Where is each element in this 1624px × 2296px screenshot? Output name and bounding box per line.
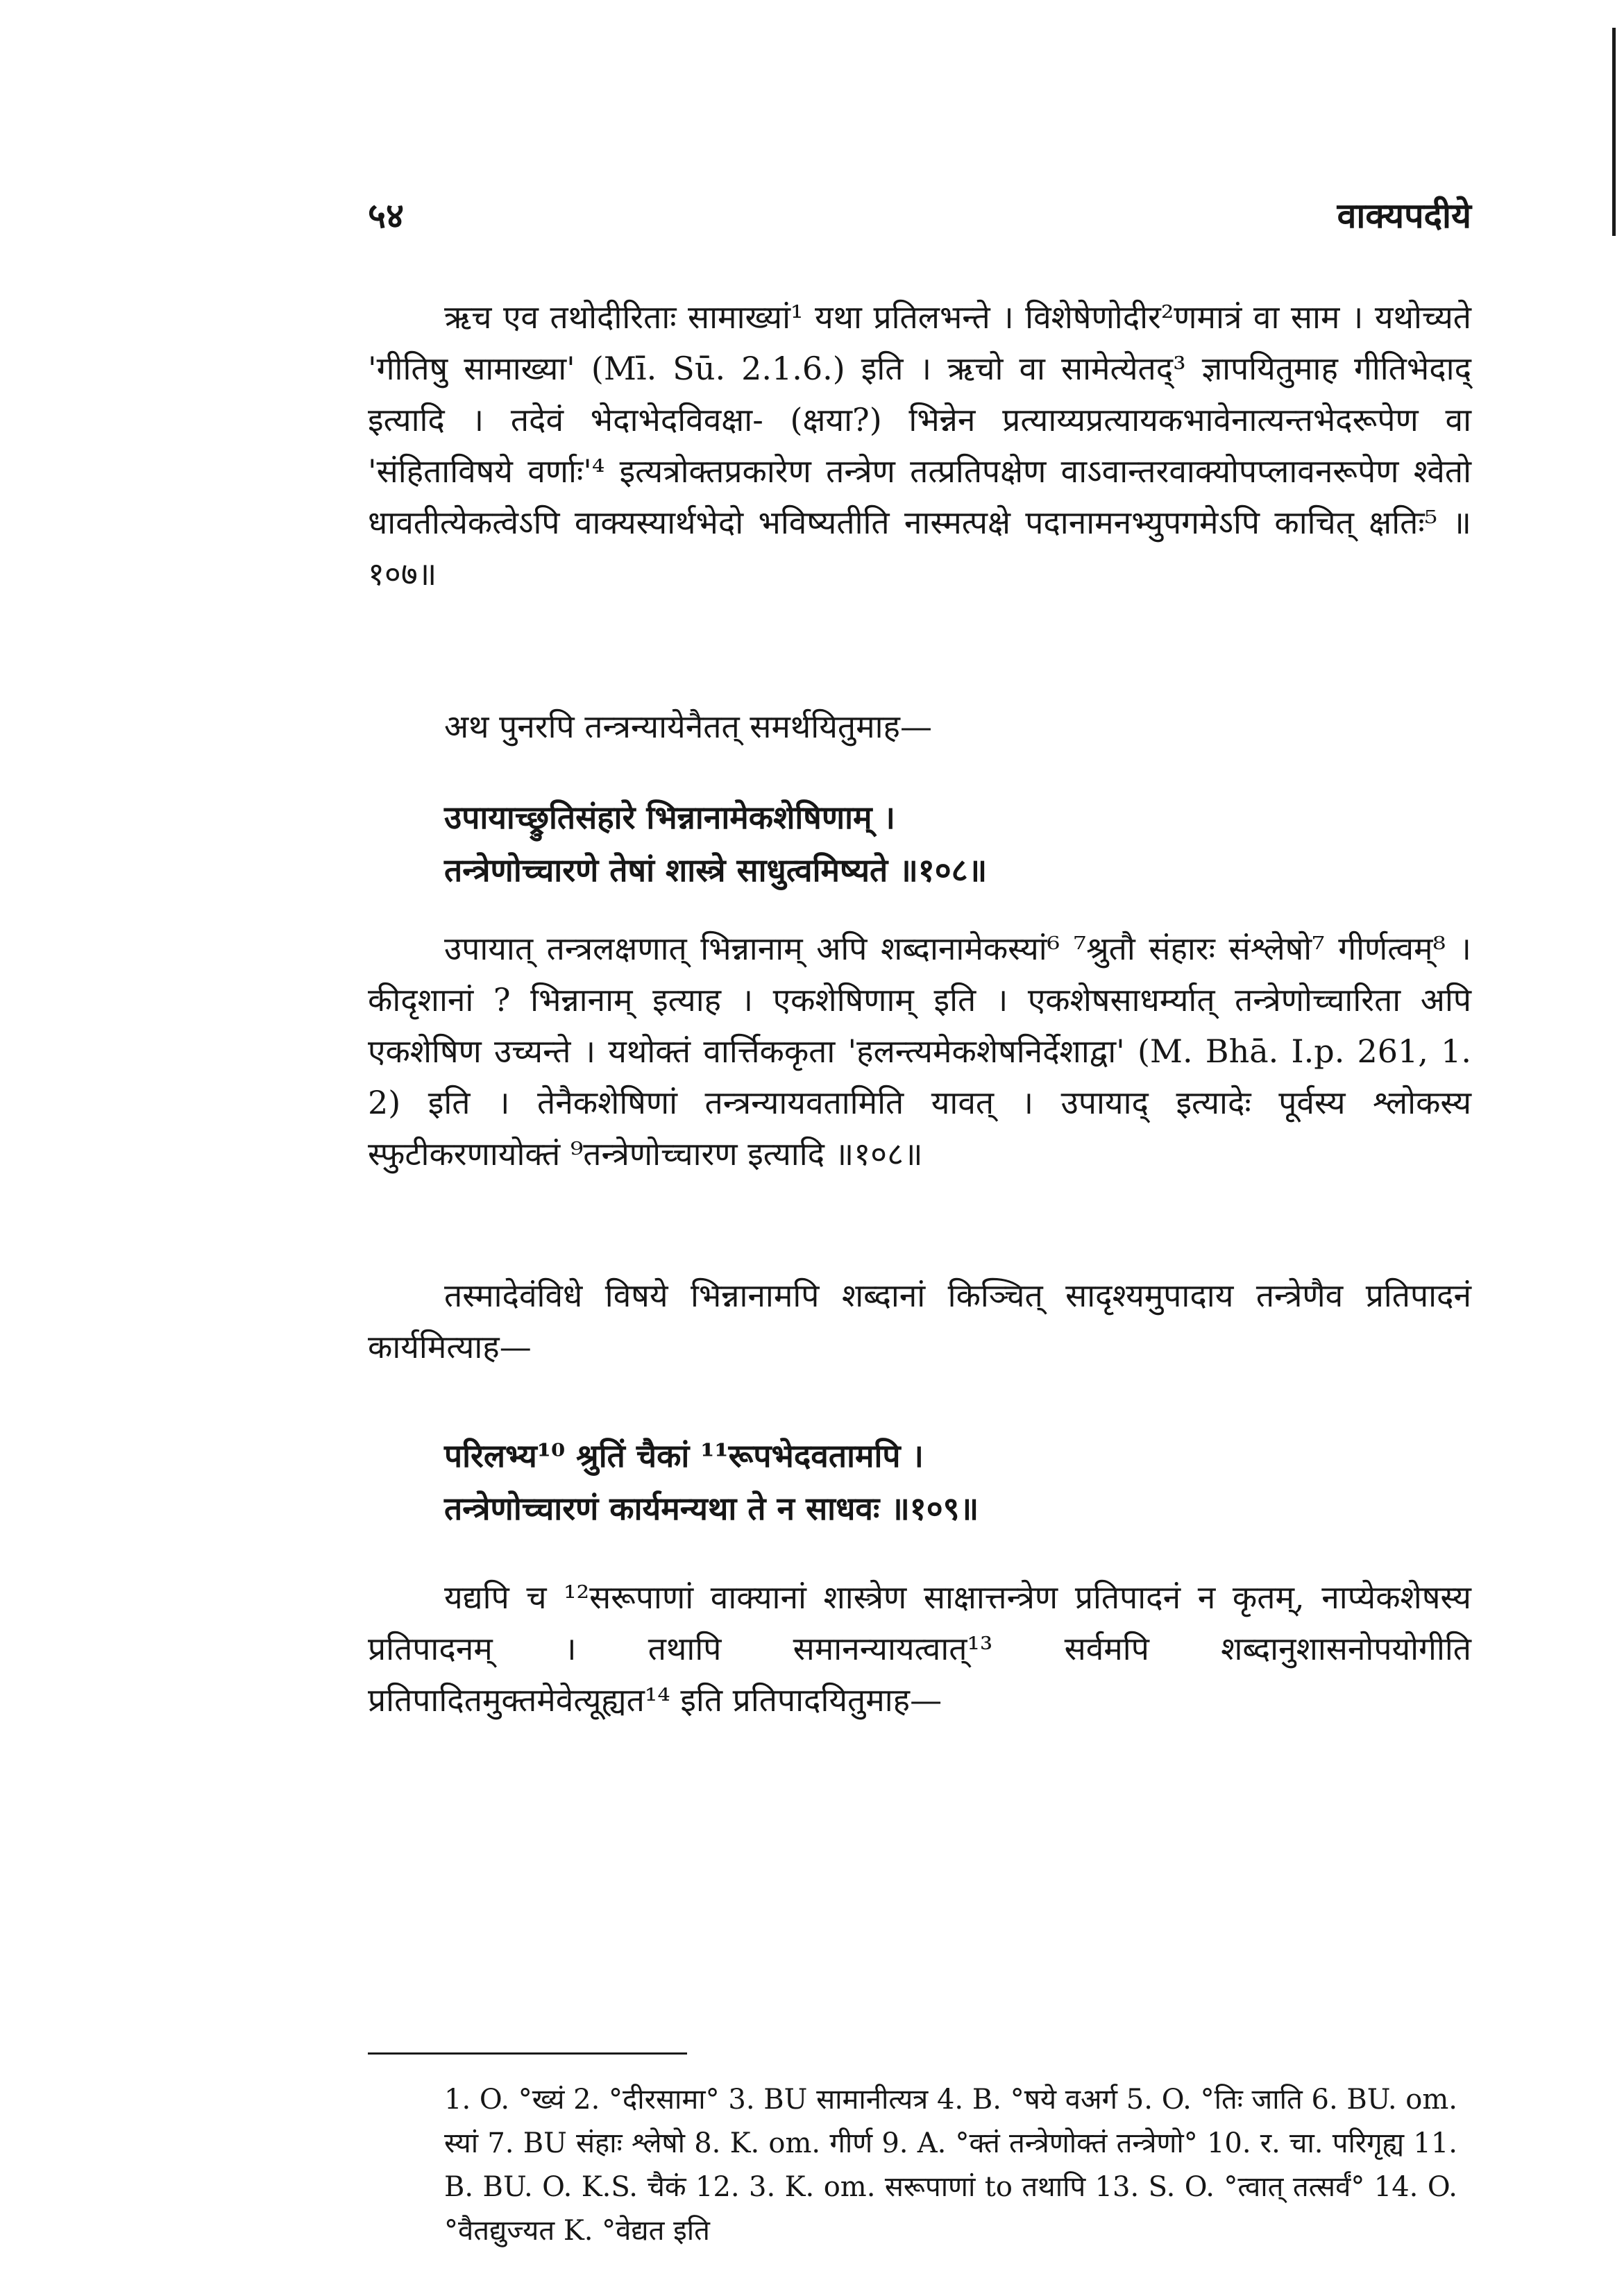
verse-108 <box>444 791 1471 896</box>
verse-line: तन्त्रेणोच्चारणे तेषां शास्त्रे साधुत्वमिष्यते ॥१०८॥ <box>444 851 988 889</box>
commentary-block-108 <box>368 923 1471 1180</box>
verse-109 <box>444 1429 1471 1535</box>
commentary-paragraph-109: यद्यपि च ¹²सरूपाणां वाक्यानां शास्त्रेण साक्षात्तन्त्रेण प्रतिपादनं न कृतम्, नाप्येकशेषस्य प्रतिपादनम् । तथापि समानन्यायत्वात्¹³ सर्वमपि शब्दानुशासनोपयोगीति प्रतिपादितमुक्तमेवेत्यूह्यत¹⁴ इति प्रतिपादयितुमाह— <box>368 1579 1471 1719</box>
footnotes: 1. O. °ख्यं 2. °दीरसामा° 3. BU सामानीत्यत्र 4. B. °षये वअर्ग 5. O. °तिः जाति 6. BU. om. स्यां 7. BU संहाः श्लेषो 8. K. om. गीर्ण 9. A. °क्तं तन्त्रेणोक्तं तन्त्रेणो° 10. र. चा. परिगृह्य 11. B. BU. O. K.S. चैकं 12. 3. K. om. सरूपाणां to तथापि 13. S. O. °त्वात् तत्सर्वं° 14. O. °वैतद्युज्यत K. °वेद्यत इति <box>444 2084 1457 2247</box>
intro-paragraph-108: अथ पुनरपि तन्त्रन्यायेनैतत् समर्थयितुमाह— <box>444 708 932 745</box>
commentary-block-107 <box>368 291 1471 599</box>
footnote-divider <box>368 2052 687 2055</box>
intro-block-108 <box>368 701 1471 752</box>
commentary-paragraph-107: ऋच एव तथोदीरिताः सामाख्यां¹ यथा प्रतिलभन्ते । विशेषेणोदीर²णमात्रं वा साम । यथोच्यते 'गीतिषु सामाख्या' (Mī. Sū. 2.1.6.) इति । ऋचो वा सामेत्येतद्³ ज्ञापयितुमाह गीतिभेदाद् इत्यादि । तदेवं भेदाभेदविवक्षा- (क्षया?) भिन्नेन प्रत्याय्यप्रत्यायकभावेनात्यन्तभेदरूपेण वा 'संहिताविषये वर्णाः'⁴ इत्यत्रोक्तप्रकारेण तन्त्रेण तत्प्रतिपक्षेण वाऽवान्तरवाक्योपप्लावनरूपेण श्वेतो धावतीत्येकत्वेऽपि वाक्यस्यार्थभेदो भविष्यतीति नास्मत्पक्षे पदानामनभ्युपगमेऽपि काचित् क्षतिः⁵ ॥१०७॥ <box>368 298 1471 593</box>
page-header <box>368 191 1471 260</box>
intro-block-109 <box>368 1270 1471 1372</box>
intro-paragraph-109: तस्मादेवंविधे विषये भिन्नानामपि शब्दानां किञ्चित् सादृश्यमुपादाय तन्त्रेणैव प्रतिपादनं कार्यमित्याह— <box>368 1277 1471 1366</box>
page-edge-mark <box>1612 28 1616 236</box>
running-head: वाक्यपदीये <box>1337 195 1471 236</box>
page-number: ५४ <box>368 195 404 236</box>
verse-line: परिलभ्य¹⁰ श्रुतिं चैकां ¹¹रूपभेदवतामपि । <box>444 1437 924 1474</box>
verse-line: उपायाच्छ्रुतिसंहारे भिन्नानामेकशेषिणाम् । <box>444 799 895 836</box>
verse-line: तन्त्रेणोच्चारणं कार्यमन्यथा ते न साधवः ॥१०९॥ <box>444 1490 979 1527</box>
commentary-block-109 <box>368 1572 1471 1726</box>
commentary-paragraph-108: उपायात् तन्त्रलक्षणात् भिन्नानाम् अपि शब्दानामेकस्यां⁶ ⁷श्रुतौ संहारः संश्लेषो⁷ गीर्णत्वम्⁸ । कीदृशानां ? भिन्नानाम् इत्याह । एकशेषिणाम् इति । एकशेषसाधर्म्यात् तन्त्रेणोच्चारिता अपि एकशेषिण उच्यन्ते । यथोक्तं वार्त्तिककृता 'हलन्त्यमेकशेषनिर्देशाद्वा' (M. Bhā. I.p. 261, 1. 2) इति । तेनैकशेषिणां तन्त्रन्यायवतामिति यावत् । उपायाद् इत्यादेः पूर्वस्य श्लोकस्य स्फुटीकरणायोक्तं ⁹तन्त्रेणोच्चारण इत्यादि ॥१०८॥ <box>368 930 1471 1173</box>
